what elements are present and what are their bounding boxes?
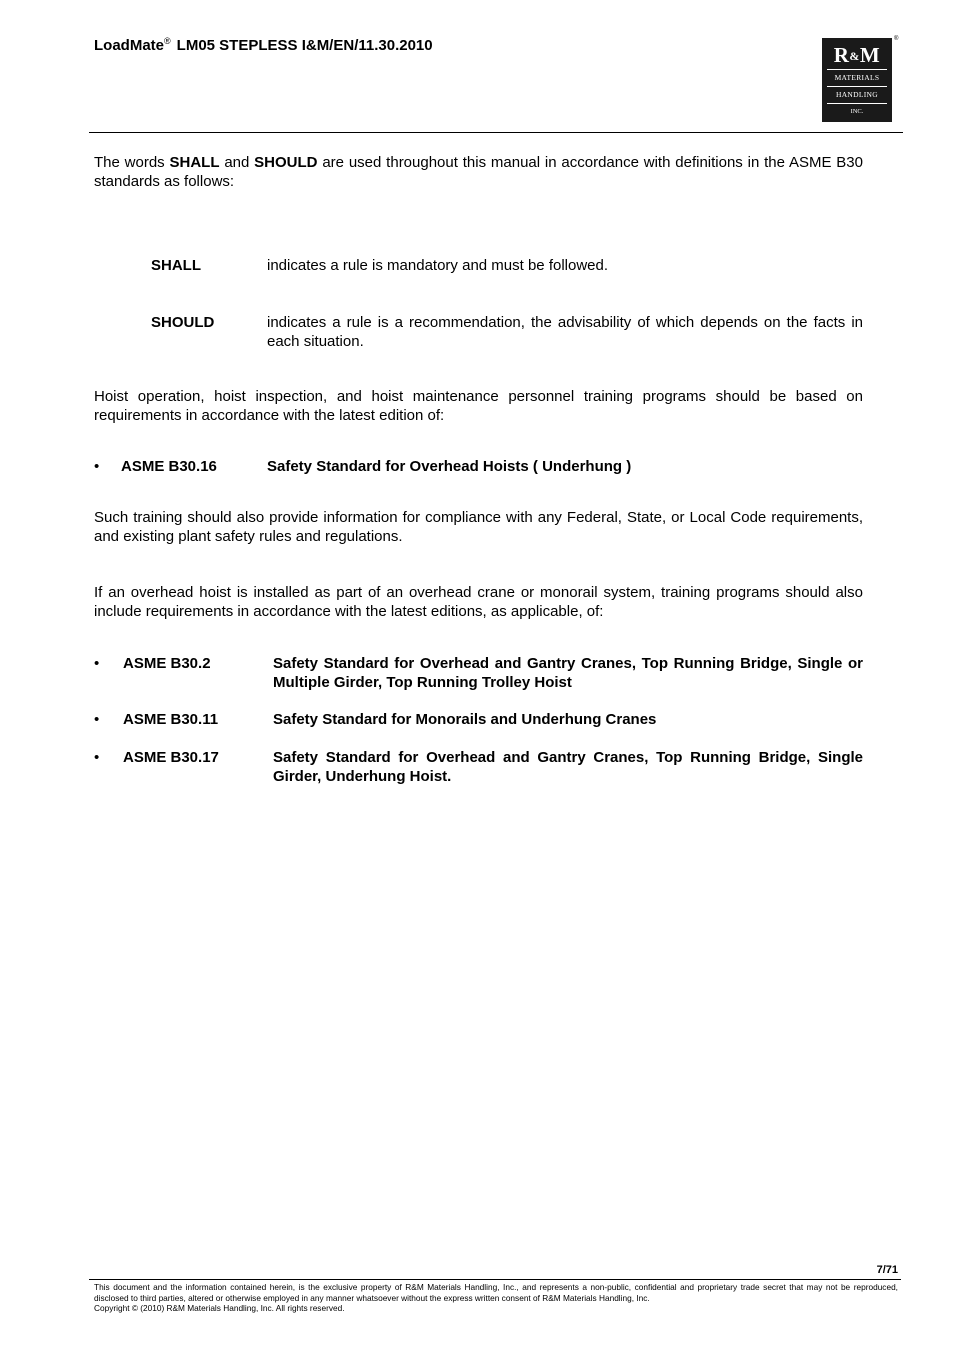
intro-paragraph	[94, 153, 863, 191]
brand-name: LoadMate	[94, 37, 165, 54]
bullet-point: •	[94, 458, 100, 475]
logo-ampersand: &	[849, 49, 860, 63]
standard-title-b30-17: Safety Standard for Overhead and Gantry Cranes, Top Running Bridge, Single Girder, Underhung Hoist.	[273, 749, 863, 785]
definition-text-should: indicates a rule is a recommendation, the advisability of which depends on the facts in each situation.	[267, 314, 863, 350]
standard-title-b30-2: Safety Standard for Overhead and Gantry Cranes, Top Running Bridge, Single or Multiple Girder, Top Running Trolley Hoist	[273, 655, 863, 691]
standard-title-b30-11: Safety Standard for Monorails and Underhung Cranes	[273, 711, 657, 728]
logo-letter-r: R	[833, 43, 850, 67]
company-logo	[822, 38, 892, 122]
footer-legal-notice	[94, 1282, 898, 1314]
standard-code-b30-16: ASME B30.16	[121, 458, 217, 475]
intro-should: SHOULD	[254, 154, 318, 171]
intro-text: The words	[94, 154, 170, 171]
logo-mark	[822, 44, 892, 67]
intro-shall: SHALL	[169, 154, 220, 171]
logo-registered-mark: ®	[894, 36, 899, 42]
standard-code-b30-17: ASME B30.17	[123, 749, 219, 766]
page-number: 7/71	[876, 1264, 898, 1276]
bullet-point: •	[94, 655, 100, 672]
footer-confidentiality-text: This document and the information contained herein, is the exclusive property of R&M Materials Handling, Inc., and represents a non-public, confidential and proprietary trade secret that may not be reproduced, disclosed to third parties, altered or otherwise employed in any manner whatsoever without the express written consent of R&M Materials Handling, Inc.	[94, 1282, 898, 1303]
logo-letter-m: M	[859, 43, 881, 67]
intro-text: are used throughout this manual in accordance with definitions in the ASME B30 standards as follows:	[94, 154, 863, 190]
footer-copyright-text: Copyright © (2010) R&M Materials Handling, Inc. All rights reserved.	[94, 1303, 345, 1313]
compliance-paragraph: Such training should also provide information for compliance with any Federal, State, or Local Code requirements, and existing plant safety rules and regulations.	[94, 509, 863, 545]
training-paragraph: Hoist operation, hoist inspection, and hoist maintenance personnel training programs should be based on requirements in accordance with the latest edition of:	[94, 388, 863, 424]
logo-divider	[827, 103, 887, 104]
crane-paragraph: If an overhead hoist is installed as part of an overhead crane or monorail system, training programs should also include requirements in accordance with the latest editions, as applicable, of:	[94, 584, 863, 620]
logo-line-inc: INC.	[850, 108, 864, 115]
standard-title-b30-16: Safety Standard for Overhead Hoists ( Underhung )	[267, 458, 632, 475]
bullet-point: •	[94, 749, 100, 766]
header-divider	[89, 132, 903, 133]
standard-code-b30-2: ASME B30.2	[123, 655, 211, 672]
definition-term-shall: SHALL	[151, 257, 201, 274]
definition-term-should: SHOULD	[151, 314, 215, 331]
logo-line-materials: MATERIALS	[834, 73, 880, 82]
bullet-point: •	[94, 711, 100, 728]
brand-registered-mark: ®	[164, 36, 171, 46]
logo-divider	[827, 69, 887, 70]
footer-divider	[89, 1279, 901, 1280]
logo-line-handling: HANDLING	[836, 90, 878, 99]
document-id: LM05 STEPLESS I&M/EN/11.30.2010	[176, 37, 433, 54]
intro-text: and	[219, 154, 255, 171]
definition-text-shall: indicates a rule is mandatory and must be followed.	[267, 257, 609, 274]
logo-divider	[827, 86, 887, 87]
header-title	[94, 36, 433, 54]
standard-code-b30-11: ASME B30.11	[123, 711, 219, 728]
